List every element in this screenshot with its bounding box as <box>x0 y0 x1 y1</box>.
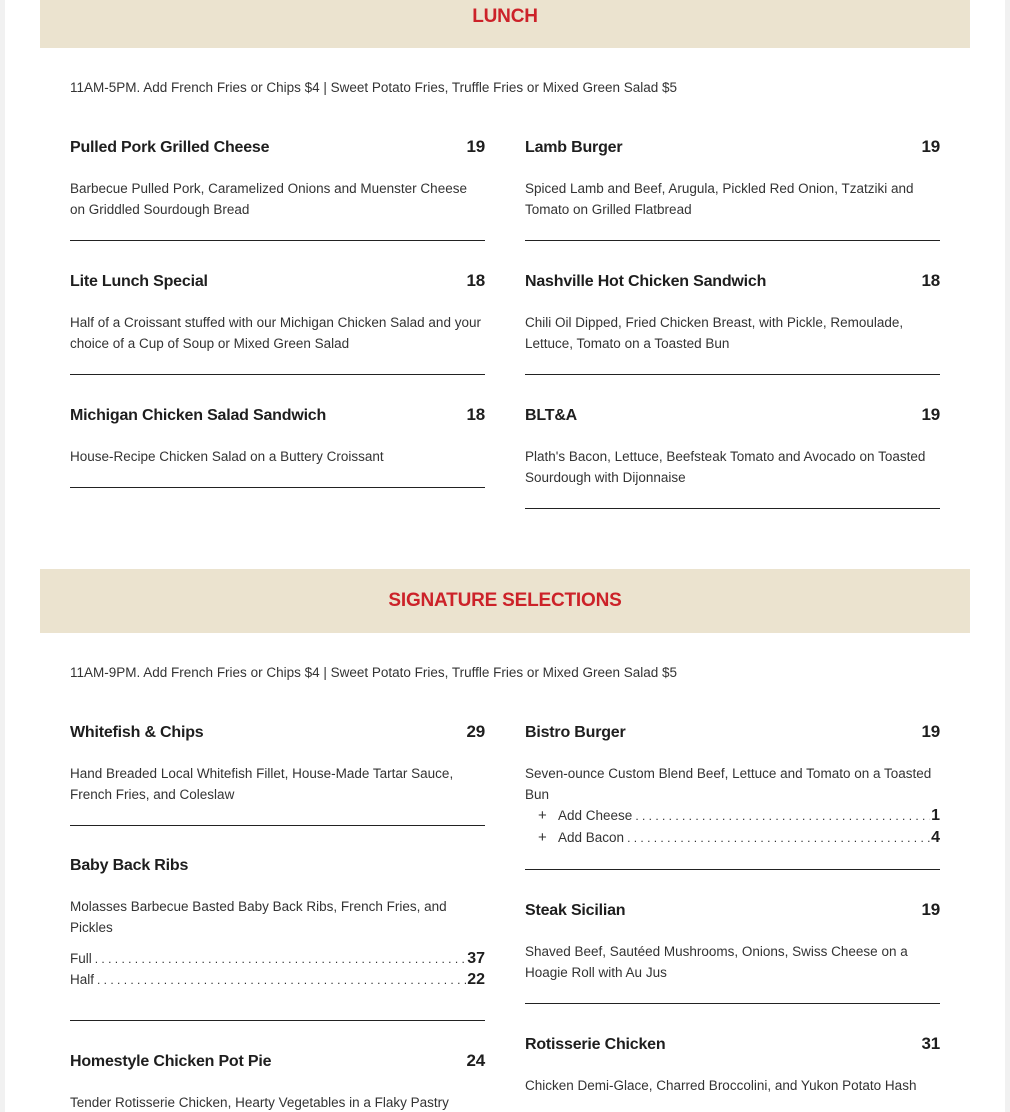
item-description: Shaved Beef, Sautéed Mushrooms, Onions, Swiss Cheese on a Hoagie Roll with Au Jus <box>525 944 908 980</box>
item-price: 18 <box>466 271 485 290</box>
item-name: Bistro Burger <box>525 724 626 741</box>
item-description: Hand Breaded Local Whitefish Fillet, House-Made Tartar Sauce, French Fries, and Coleslaw <box>70 766 454 802</box>
addon-label: Add Cheese <box>558 808 633 823</box>
item-description: Chili Oil Dipped, Fried Chicken Breast, with Pickle, Remoulade, Lettuce, Tomato on a Toasted Bun <box>525 315 904 351</box>
item-name: Baby Back Ribs <box>70 857 189 874</box>
item-name: BLT&A <box>525 407 578 424</box>
item-price: 19 <box>921 900 940 919</box>
dot-leader <box>635 806 930 827</box>
item-name: Rotisserie Chicken <box>525 1036 666 1053</box>
item-description: Seven-ounce Custom Blend Beef, Lettuce and Tomato on a Toasted Bun <box>525 766 932 802</box>
menu-page <box>5 0 1005 1112</box>
signature-heading: SIGNATURE SELECTIONS <box>40 569 970 633</box>
addon-label: Add Bacon <box>558 830 625 845</box>
addon-cheese <box>525 805 940 827</box>
item-price: 31 <box>921 1034 940 1053</box>
item-name: Steak Sicilian <box>525 902 626 919</box>
addon-price: 1 <box>931 807 940 824</box>
option-label: Half <box>70 972 95 987</box>
menu-item <box>70 1052 485 1112</box>
item-description: Spiced Lamb and Beef, Arugula, Pickled Red Onion, Tzatziki and Tomato on Grilled Flatbread <box>525 181 914 217</box>
item-name: Nashville Hot Chicken Sandwich <box>525 273 767 290</box>
item-price: 18 <box>921 271 940 290</box>
menu-item <box>70 406 485 488</box>
menu-item <box>525 272 940 375</box>
menu-item <box>70 856 485 1021</box>
item-name: Michigan Chicken Salad Sandwich <box>70 407 327 424</box>
item-price: 19 <box>466 137 485 156</box>
item-description: Plath's Bacon, Lettuce, Beefsteak Tomato and Avocado on Toasted Sourdough with Dijonnaise <box>525 449 926 485</box>
dot-leader <box>95 949 466 970</box>
item-description: Molasses Barbecue Basted Baby Back Ribs, French Fries, and Pickles <box>70 899 447 935</box>
item-price: 19 <box>921 722 940 741</box>
lunch-note: 11AM-5PM. Add French Fries or Chips $4 | Sweet Potato Fries, Truffle Fries or Mixed Green Salad $5 <box>70 80 678 95</box>
item-price: 24 <box>466 1051 485 1070</box>
dot-leader <box>97 970 466 991</box>
item-price: 19 <box>921 137 940 156</box>
item-description: House-Recipe Chicken Salad on a Buttery Croissant <box>70 449 384 464</box>
option-half <box>70 969 485 990</box>
option-price: 22 <box>467 971 485 988</box>
item-name: Whitefish & Chips <box>70 724 204 741</box>
menu-item <box>525 138 940 241</box>
item-price: 19 <box>921 405 940 424</box>
option-full <box>70 948 485 969</box>
item-price: 29 <box>466 722 485 741</box>
menu-item <box>525 723 940 870</box>
menu-item <box>70 138 485 241</box>
dot-leader <box>627 828 930 849</box>
item-name: Homestyle Chicken Pot Pie <box>70 1053 272 1070</box>
menu-item <box>525 1035 940 1112</box>
option-label: Full <box>70 951 92 966</box>
menu-item <box>525 901 940 1004</box>
item-description: Tender Rotisserie Chicken, Hearty Vegetables in a Flaky Pastry <box>70 1095 449 1110</box>
item-description: Barbecue Pulled Pork, Caramelized Onions and Muenster Cheese on Griddled Sourdough Bread <box>70 181 467 217</box>
item-name: Lite Lunch Special <box>70 273 208 290</box>
option-price: 37 <box>467 950 485 967</box>
menu-item <box>70 272 485 375</box>
item-price: 18 <box>466 405 485 424</box>
plus-icon: + <box>538 807 547 824</box>
plus-icon: + <box>538 829 547 846</box>
addon-price: 4 <box>931 829 940 846</box>
menu-item <box>70 723 485 826</box>
addon-bacon <box>525 827 940 849</box>
signature-note: 11AM-9PM. Add French Fries or Chips $4 | Sweet Potato Fries, Truffle Fries or Mixed Green Salad $5 <box>70 665 678 680</box>
item-description: Chicken Demi-Glace, Charred Broccolini, and Yukon Potato Hash <box>525 1078 917 1093</box>
item-description: Half of a Croissant stuffed with our Michigan Chicken Salad and your choice of a Cup of Soup or Mixed Green Salad <box>70 315 481 351</box>
item-name: Lamb Burger <box>525 139 623 156</box>
item-name: Pulled Pork Grilled Cheese <box>70 139 270 156</box>
menu-item <box>525 406 940 509</box>
lunch-heading: LUNCH <box>40 0 970 48</box>
